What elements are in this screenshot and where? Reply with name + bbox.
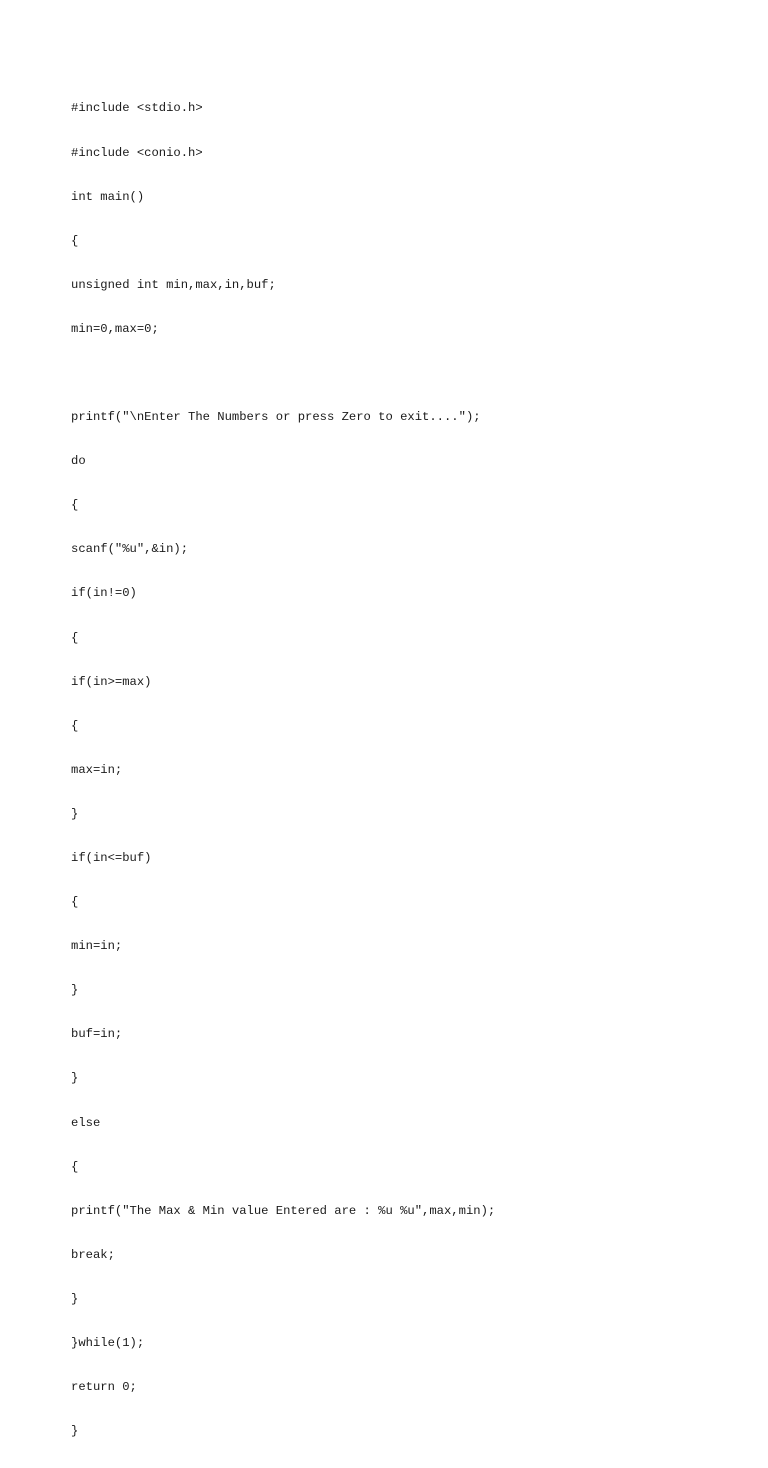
code-line-main-signature: int main() [71, 189, 145, 204]
code-line-if-min-open-brace: { [71, 895, 79, 910]
code-line-else-close-brace: } [71, 1291, 79, 1306]
code-line-main-open-brace: { [71, 233, 79, 248]
code-line-if-min-close-brace: } [71, 983, 79, 998]
code-line-break: break; [71, 1247, 115, 1262]
code-line-else-open-brace: { [71, 1159, 79, 1174]
code-line-initialization: min=0,max=0; [71, 321, 159, 336]
code-line-include-conio: #include <conio.h> [71, 145, 203, 160]
code-line-blank [71, 366, 495, 381]
code-line-assign-max: max=in; [71, 762, 123, 777]
code-listing [71, 72, 495, 1468]
code-line-include-stdio: #include <stdio.h> [71, 101, 203, 116]
code-line-while: }while(1); [71, 1336, 145, 1351]
code-line-if-max: if(in>=max) [71, 674, 152, 689]
code-line-if-max-open-brace: { [71, 718, 79, 733]
code-line-else: else [71, 1115, 101, 1130]
code-line-if-nonzero: if(in!=0) [71, 586, 137, 601]
code-line-assign-buf: buf=in; [71, 1027, 123, 1042]
code-line-do-open-brace: { [71, 498, 79, 513]
code-line-main-close-brace: } [71, 1424, 79, 1439]
code-line-prompt-printf: printf("\nEnter The Numbers or press Zero to exit...."); [71, 410, 481, 425]
code-line-assign-min: min=in; [71, 939, 123, 954]
code-line-if-nonzero-close-brace: } [71, 1071, 79, 1086]
code-line-result-printf: printf("The Max & Min value Entered are : %u %u",max,min); [71, 1203, 496, 1218]
code-line-if-nonzero-open-brace: { [71, 630, 79, 645]
code-line-if-min: if(in<=buf) [71, 851, 152, 865]
code-line-scanf: scanf("%u",&in); [71, 542, 189, 557]
code-line-do: do [71, 454, 86, 469]
code-line-if-max-close-brace: } [71, 806, 79, 821]
code-line-return: return 0; [71, 1380, 137, 1395]
code-line-declarations: unsigned int min,max,in,buf; [71, 277, 276, 292]
